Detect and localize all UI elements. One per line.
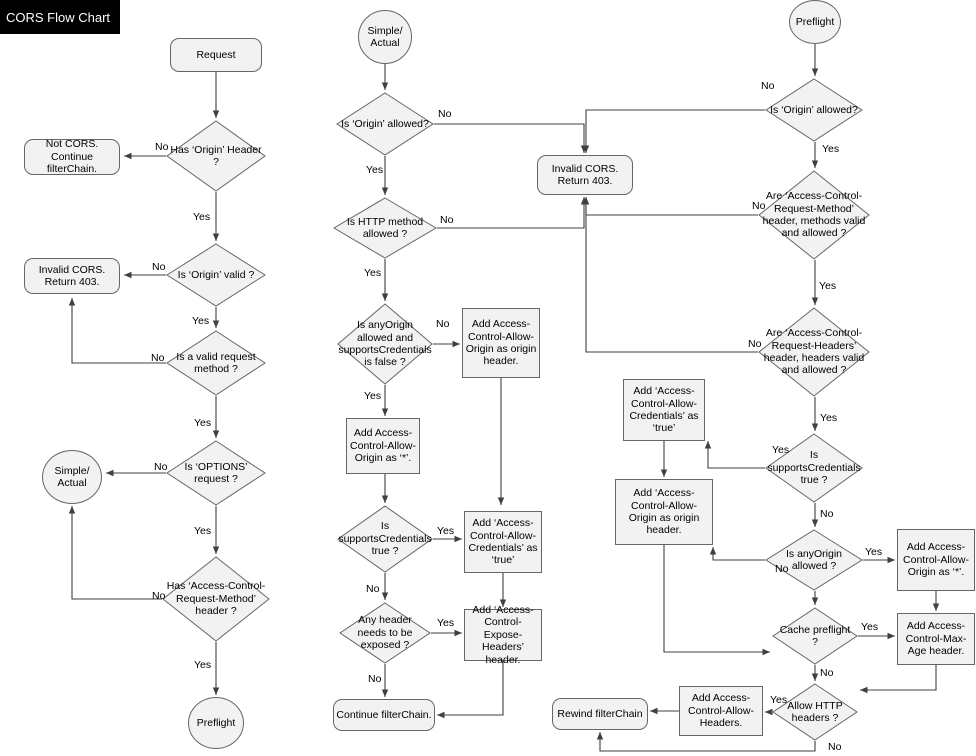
node-simple-actual-left[interactable]: Simple/ Actual bbox=[42, 450, 102, 504]
node-label: Is anyOrigin allowed and supportsCredentials is false ? bbox=[338, 319, 432, 369]
node-invalid-cors-mid[interactable]: Invalid CORS. Return 403. bbox=[537, 155, 633, 195]
edge-label: Yes bbox=[193, 211, 211, 223]
edge-label: No bbox=[154, 461, 168, 473]
node-add-max-age[interactable]: Add Access-Control-Max-Age header. bbox=[897, 613, 975, 665]
node-continue-filterchain[interactable]: Continue filterChain. bbox=[333, 699, 435, 731]
node-add-expose-headers[interactable]: Add ‘Access-Control-Expose-Headers’ header. bbox=[464, 609, 542, 661]
edge-label: No bbox=[820, 508, 834, 520]
node-label: Is ‘Origin’ allowed? bbox=[341, 117, 429, 130]
edge-label: No bbox=[820, 667, 834, 679]
node-preflight-start[interactable]: Preflight bbox=[789, 0, 841, 44]
node-label: Is a valid request method ? bbox=[176, 350, 256, 375]
node-anyorigin-and-nocreds[interactable] bbox=[337, 303, 433, 385]
node-label: Is HTTP method allowed ? bbox=[346, 215, 424, 240]
edge-label: Yes bbox=[819, 280, 837, 292]
page-title: CORS Flow Chart bbox=[0, 0, 120, 34]
node-label: Is anyOrigin allowed ? bbox=[785, 547, 843, 572]
edge-label: Yes bbox=[364, 267, 382, 279]
edge-label: No bbox=[440, 214, 454, 226]
node-label: Has ‘Access-Control-Request-Method’ header ? bbox=[166, 580, 266, 618]
node-label: Are ‘Access-Control-Request-Method’ header, methods valid and allowed ? bbox=[762, 190, 866, 240]
edge-label: No bbox=[438, 108, 452, 120]
edge-label: Yes bbox=[865, 546, 883, 558]
node-http-method-allowed[interactable] bbox=[333, 197, 437, 259]
edge-label: Yes bbox=[194, 417, 212, 429]
node-label: Is ‘OPTIONS’ request ? bbox=[184, 460, 248, 485]
edge-label: Yes bbox=[437, 525, 455, 537]
node-add-allow-origin-as-origin-mid[interactable]: Add Access-Control-Allow-Origin as origin header. bbox=[462, 308, 540, 378]
node-mid-origin-allowed[interactable] bbox=[336, 92, 434, 156]
edge-label: Yes bbox=[366, 164, 384, 176]
node-add-allow-credentials-right[interactable]: Add ‘Access-Control-Allow-Credentials’ as ‘true’ bbox=[623, 379, 705, 441]
edge-label: No bbox=[436, 318, 450, 330]
node-preflight-left[interactable]: Preflight bbox=[188, 697, 244, 749]
node-add-allow-origin-star-right[interactable]: Add Access-Control-Allow-Origin as ‘*’. bbox=[897, 529, 975, 591]
edge-label: Yes bbox=[772, 444, 790, 456]
node-label: Is ‘Origin’ valid ? bbox=[177, 268, 255, 281]
edge-label: No bbox=[748, 338, 762, 350]
node-acr-headers-valid[interactable] bbox=[758, 307, 870, 397]
edge-label: Yes bbox=[770, 694, 788, 706]
edge-label: No bbox=[152, 590, 166, 602]
edge-label: No bbox=[368, 673, 382, 685]
edge-label: No bbox=[828, 741, 842, 753]
node-request[interactable]: Request bbox=[170, 38, 262, 72]
node-acr-method-valid[interactable] bbox=[758, 170, 870, 260]
edge-label: Yes bbox=[820, 412, 838, 424]
edge-label: Yes bbox=[822, 143, 840, 155]
edge-label: No bbox=[151, 352, 165, 364]
edge-label: Yes bbox=[437, 617, 455, 629]
edge-label: No bbox=[775, 563, 789, 575]
node-label: Is supportsCredentials true ? bbox=[338, 520, 432, 558]
node-add-allow-origin-as-origin-right[interactable]: Add ‘Access-Control-Allow-Origin as origin header. bbox=[615, 479, 713, 545]
edge-label: No bbox=[752, 200, 766, 212]
node-label: Are ‘Access-Control-Request-Headers’ header, headers valid and allowed ? bbox=[763, 327, 865, 377]
node-has-acr-method-header[interactable] bbox=[162, 556, 270, 642]
edge-label: Yes bbox=[861, 621, 879, 633]
node-is-origin-valid[interactable] bbox=[166, 243, 266, 307]
node-has-origin-header[interactable] bbox=[166, 120, 266, 192]
node-add-allow-origin-star-mid[interactable]: Add Access-Control-Allow-Origin as ‘*’. bbox=[346, 418, 420, 474]
node-rewind-filterchain[interactable]: Rewind filterChain bbox=[552, 698, 648, 730]
node-add-allow-credentials-mid[interactable]: Add ‘Access-Control-Allow-Credentials’ as ‘true’ bbox=[464, 511, 542, 573]
node-cache-preflight[interactable] bbox=[772, 607, 858, 665]
edge-label: No bbox=[761, 80, 775, 92]
edge-label: Yes bbox=[194, 659, 212, 671]
node-valid-request-method[interactable] bbox=[166, 330, 266, 396]
node-add-allow-headers[interactable]: Add Access-Control-Allow-Headers. bbox=[679, 686, 763, 736]
edge-label: Yes bbox=[364, 390, 382, 402]
node-not-cors-continue[interactable]: Not CORS. Continue filterChain. bbox=[24, 139, 120, 175]
edge-label: No bbox=[155, 141, 169, 153]
node-label: Is ‘Origin’ allowed? bbox=[770, 103, 858, 116]
node-label: Cache preflight ? bbox=[779, 623, 851, 648]
node-any-header-exposed[interactable] bbox=[339, 602, 431, 664]
node-label: Is supportsCredentials true ? bbox=[767, 449, 861, 487]
node-allow-http-headers[interactable] bbox=[772, 683, 858, 741]
node-invalid-cors-left[interactable]: Invalid CORS. Return 403. bbox=[24, 258, 120, 294]
node-label: Has ‘Origin’ Header ? bbox=[170, 143, 262, 168]
node-label: Allow HTTP headers ? bbox=[787, 699, 843, 724]
node-anyorigin-allowed-right[interactable] bbox=[765, 529, 863, 591]
node-is-options-request[interactable] bbox=[166, 440, 266, 506]
edge-label: No bbox=[152, 261, 166, 273]
node-simple-actual-start[interactable]: Simple/ Actual bbox=[358, 10, 412, 64]
edge-label: Yes bbox=[194, 525, 212, 537]
node-right-origin-allowed[interactable] bbox=[765, 78, 863, 142]
edge-label: No bbox=[366, 583, 380, 595]
edge-label: Yes bbox=[192, 315, 210, 327]
node-label: Any header needs to be exposed ? bbox=[357, 614, 413, 652]
node-supports-credentials-mid[interactable] bbox=[337, 505, 433, 573]
